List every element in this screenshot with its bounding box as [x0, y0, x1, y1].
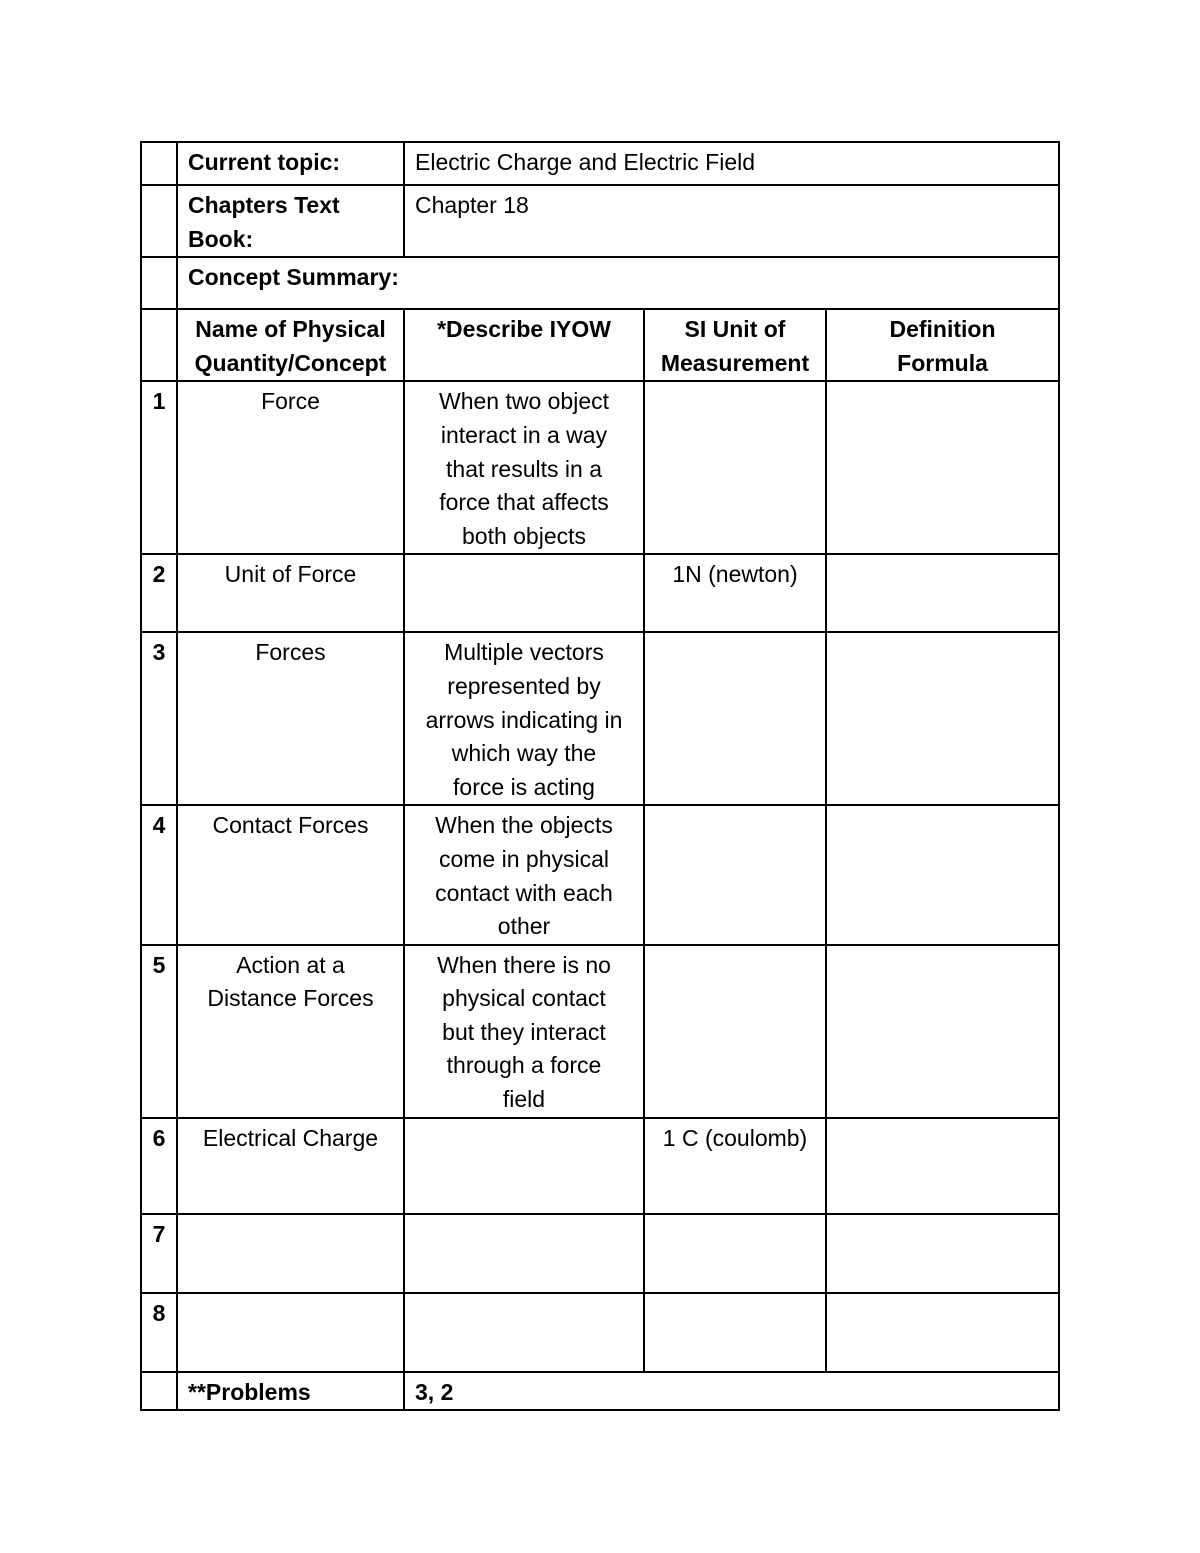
row-name — [177, 1214, 404, 1293]
table-row — [141, 1293, 1059, 1372]
row-definition — [826, 632, 1059, 805]
row-si-unit — [644, 381, 826, 554]
row-si-unit — [644, 805, 826, 944]
table-row — [141, 805, 1059, 944]
row-name: Force — [177, 381, 404, 554]
row-name — [177, 1293, 404, 1372]
concept-worksheet-table — [140, 141, 1060, 1411]
row-describe: When the objects come in physical contact with each other — [404, 805, 644, 944]
column-header-describe-text: *Describe IYOW — [437, 316, 611, 343]
row-definition — [826, 554, 1059, 632]
row-describe: When two object interact in a way that results in a force that affects both objects — [404, 381, 644, 554]
chapters-value-text: Chapter 18 — [415, 192, 529, 218]
column-header-row — [141, 309, 1059, 381]
table-row — [141, 632, 1059, 805]
column-header-si-unit-text: SI Unit of Measurement — [660, 316, 810, 376]
row-name: Electrical Charge — [177, 1118, 404, 1214]
column-header-describe — [404, 309, 644, 381]
chapters-value — [404, 185, 1059, 257]
row-name: Unit of Force — [177, 554, 404, 632]
summary-label-text: Concept Summary: — [188, 264, 399, 291]
row-describe: When there is no physical contact but they interact through a force field — [404, 945, 644, 1118]
table-row — [141, 945, 1059, 1118]
row-number: 4 — [141, 805, 177, 944]
row-describe — [404, 1118, 644, 1214]
row-si-unit — [644, 1293, 826, 1372]
chapters-label-text: Chapters Text Book: — [188, 192, 340, 252]
row-number: 6 — [141, 1118, 177, 1214]
summary-row — [141, 257, 1059, 309]
problems-label-text: **Problems — [188, 1378, 311, 1405]
row-si-unit — [644, 632, 826, 805]
row-number: 8 — [141, 1293, 177, 1372]
row-name: Contact Forces — [177, 805, 404, 944]
problems-row — [141, 1372, 1059, 1411]
topic-value-text: Electric Charge and Electric Field — [415, 149, 756, 175]
column-header-name — [177, 309, 404, 381]
row-definition — [826, 805, 1059, 944]
problems-value-text: 3, 2 — [415, 1378, 454, 1405]
header-num-cell — [141, 309, 177, 381]
row-number: 2 — [141, 554, 177, 632]
row-name: Action at a Distance Forces — [177, 945, 404, 1118]
row-describe — [404, 554, 644, 632]
topic-value — [404, 142, 1059, 185]
table-row — [141, 1214, 1059, 1293]
column-header-definition-text: Definition Formula — [889, 316, 996, 376]
row-definition — [826, 1118, 1059, 1214]
column-header-definition — [826, 309, 1059, 381]
row-describe: Multiple vectors represented by arrows indicating in which way the force is acting — [404, 632, 644, 805]
row-si-unit: 1 C (coulomb) — [644, 1118, 826, 1214]
row-describe — [404, 1214, 644, 1293]
row-definition — [826, 1293, 1059, 1372]
topic-label — [177, 142, 404, 185]
problems-value — [404, 1372, 1059, 1411]
problems-label — [177, 1372, 404, 1411]
chapters-row — [141, 185, 1059, 257]
chapters-num-cell — [141, 185, 177, 257]
summary-label — [177, 257, 1059, 309]
column-header-si-unit — [644, 309, 826, 381]
row-name: Forces — [177, 632, 404, 805]
table-row — [141, 1118, 1059, 1214]
row-number: 5 — [141, 945, 177, 1118]
row-number: 1 — [141, 381, 177, 554]
row-definition — [826, 945, 1059, 1118]
row-describe — [404, 1293, 644, 1372]
row-number: 7 — [141, 1214, 177, 1293]
problems-num-cell — [141, 1372, 177, 1411]
row-si-unit — [644, 1214, 826, 1293]
row-si-unit: 1N (newton) — [644, 554, 826, 632]
row-number: 3 — [141, 632, 177, 805]
topic-num-cell — [141, 142, 177, 185]
topic-row — [141, 142, 1059, 185]
table-row — [141, 554, 1059, 632]
topic-label-text: Current topic: — [188, 149, 341, 175]
chapters-label — [177, 185, 404, 257]
table-row — [141, 381, 1059, 554]
row-si-unit — [644, 945, 826, 1118]
row-definition — [826, 1214, 1059, 1293]
summary-num-cell — [141, 257, 177, 309]
row-definition — [826, 381, 1059, 554]
column-header-name-text: Name of Physical Quantity/Concept — [194, 316, 387, 376]
